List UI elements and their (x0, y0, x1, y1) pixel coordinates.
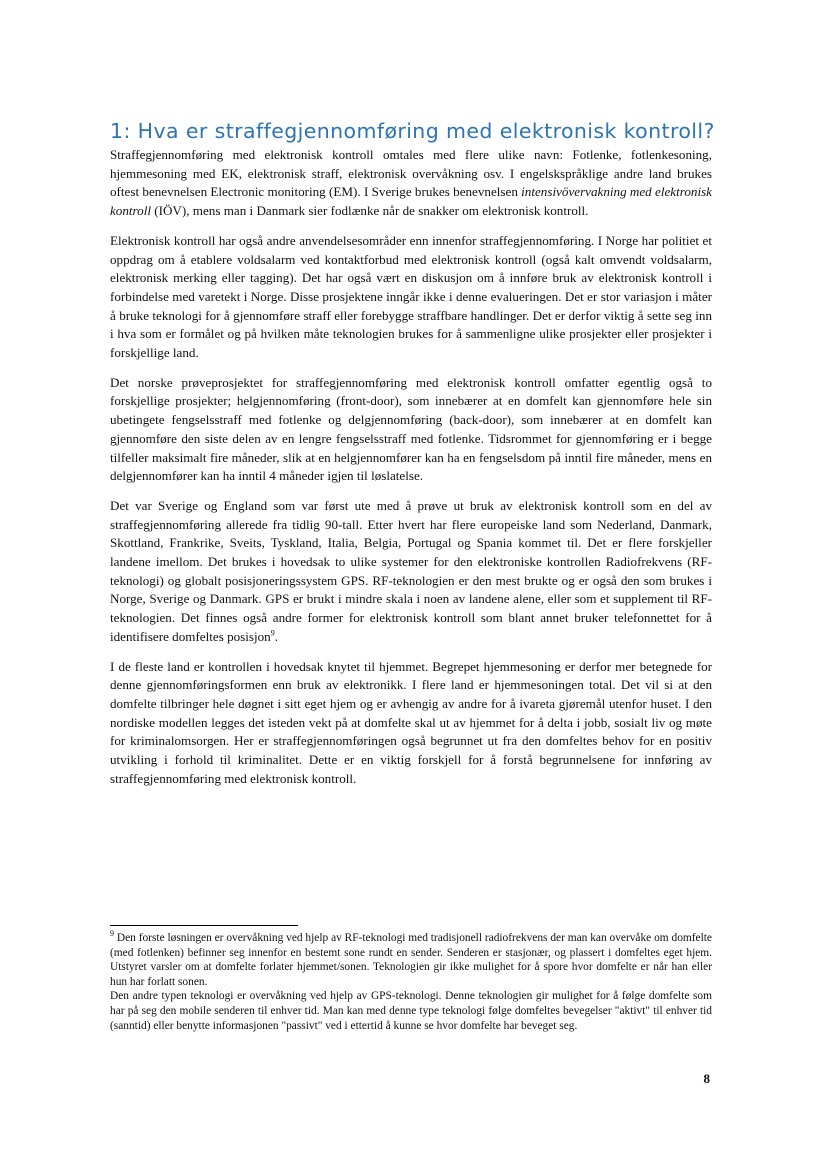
paragraph-4-text: Det var Sverige og England som var først ute med å prøve ut bruk av elektronisk kontroll som en del av straffegjennomføring allerede fra tidlig 90-tall. Etter hvert har flere europeiske land som Nederland, Danmark, Skottland, Frankrike, Sveits, Tyskland, Italia, Belgia, Portugal og Spania kommet til. Det er flere forskjeller landene imellom. Det brukes i hovedsak to ulike systemer for den elektroniske kontrollen Radiofrekvens (RF-teknologi) og globalt posisjoneringssystem GPS. RF-teknologien er den mest brukte og er også den som brukes i Norge, Sverige og Danmark. GPS er brukt i mindre skala i noen av landene alene, eller som et supplement til RF-teknologien. Det finnes også andre former for elektronisk kontroll som blant annet bruker telefonnettet for å identifisere domfeltes posisjon (110, 497, 712, 644)
page-number: 8 (703, 1071, 710, 1086)
footnote-text-1: Den forste løsningen er overvåkning ved hjelp av RF-teknologi med tradisjonell radiofrekvens der man kan overvåke om domfelte (med fotlenken) befinner seg innenfor en bestemt sone rundt en sender. Senderen er stasjonær, og plassert i domfeltes eget hjem. Utstyret varsler om at domfelte forlater hjemmet/sonen. Teknologien gir ikke mulighet for å spore hvor domfelte er når han eller hun har forlatt sonen. (110, 932, 712, 988)
paragraph-2: Elektronisk kontroll har også andre anvendelsesområder enn innenfor straffegjennomføring. I Norge har politiet et oppdrag om å etablere voldsalarm ved kontaktforbud med elektronisk kontroll (også kalt omvendt voldsalarm, elektronisk merking eller tagging). Det har også vært en diskusjon om å innføre bruk av elektronisk kontroll i forbindelse med varetekt i Norge. Disse prosjektene inngår ikke i denne evalueringen. Det er stor variasjon i måter å bruke teknologi for å gjennomføre straff eller forebygge straffbare handlinger. Det er derfor viktig å sette seg inn i hva som er formålet og på hvilken måte teknologien brukes for å sammenligne ulike prosjekter eller prosjekter i forskjellige land. (110, 232, 712, 361)
paragraph-3: Det norske prøveprosjektet for straffegjennomføring med elektronisk kontroll omfatter egentlig også to forskjellige prosjekter; helgjennomføring (front-door), som innebærer at en domfelt kan gjennomføre hele sin ubetingete fengselsstraff med fotlenke og delgjennomføring (back-door), som innebærer at en domfelt kan gjennomføre den siste delen av en lengre fengselsstraff med fotlenke. Tidsrommet for gjennomføring er i begge tilfeller maksimalt fire måneder, slik at en helgjennomfører kan ha en fengselsdom på inntil fire måneder, mens en delgjennomfører kan ha inntil 4 måneder igjen til løslatelse. (110, 374, 712, 484)
footnote-paragraph-1 (110, 931, 712, 989)
footnote-paragraph-2: Den andre typen teknologi er overvåkning ved hjelp av GPS-teknologi. Denne teknologien gir mulighet for å følge domfelte som har på seg den mobile senderen til enhver tid. Man kan med denne type teknologi følge domfeltes bevegelser "aktivt" til enhver tid (sanntid) eller benytte informasjonen "passivt" ved i ettertid å kunne se hvor domfelte har beveget seg. (110, 990, 712, 1032)
footnote-reference[interactable]: 9 (270, 628, 275, 638)
paragraph-5: I de fleste land er kontrollen i hovedsak knytet til hjemmet. Begrepet hjemmesoning er derfor mer betegnede for denne gjennomføringsformen enn bruk av elektronikk. I flere land er hjemmesoningen total. Det vil si at den domfelte tilbringer hele døgnet i sitt eget hjem og er avhengig av andre for å ivareta gjøremål utenfor huset. I den nordiske modellen legges det isteden vekt på at domfelte skal ut av hjemmet for å delta i jobb, sosialt liv og møte for kriminalomsorgen. Her er straffegjennomføringen også begrunnet ut fra den domfeltes behov for en positiv utvikling i forhold til kriminalitet. Dette er en viktig forskjell for å forstå begrunnelsene for innføring av straffegjennomføring med elektronisk kontroll. (110, 658, 712, 786)
footnote (110, 931, 712, 1033)
paragraph-1 (110, 146, 712, 221)
section-heading: 1: Hva er straffegjennomføring med elektronisk kontroll? (110, 119, 715, 143)
paragraph-1-italic-term: intensivövervakning med elektronisk kontroll (110, 184, 712, 219)
main-content (110, 118, 715, 800)
paragraph-1-text-end: (IÖV), mens man i Danmark sier fodlænke når de snakker om elektronisk kontroll. (150, 203, 589, 219)
footnote-number: 9 (110, 929, 114, 939)
paragraph-4 (110, 497, 712, 647)
footnote-separator (110, 925, 298, 926)
paragraph-4-end: . (274, 628, 279, 644)
paragraph-1-text: Straffegjennomføring med elektronisk kontroll omtales med flere ulike navn: Fotlenke, fotlenkesoning, hjemmesoning med EK, elektronisk straff, elektronisk overvåkning osv. I engelskspråklige andre land brukes oftest benevnelsen Electronic monitoring (EM). I Sverige brukes benevnelsen (110, 147, 712, 200)
